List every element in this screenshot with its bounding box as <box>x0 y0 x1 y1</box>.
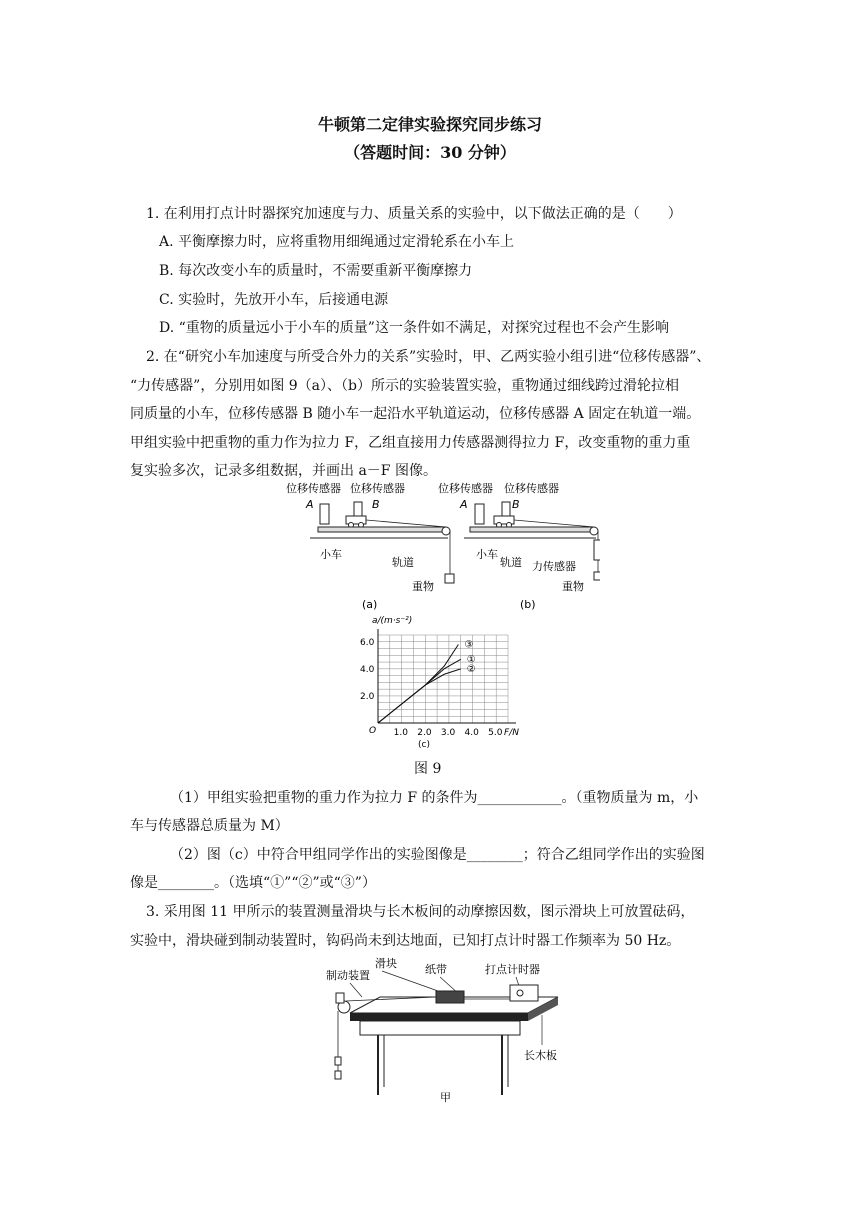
x-tick-label: 3.0 <box>440 728 456 738</box>
sensor-label-a1: 位移传感器 <box>286 482 341 495</box>
page-subtitle: （答题时间：30 分钟） <box>344 143 516 162</box>
x-tick-label: 1.0 <box>393 728 408 738</box>
series-label: ③ <box>464 639 474 651</box>
timer-label: 打点计时器 <box>485 963 540 976</box>
track-label-a: 轨道 <box>392 556 414 569</box>
apparatus-b <box>438 481 600 611</box>
tag-b: (b) <box>520 598 536 611</box>
series-label: ① <box>466 654 476 666</box>
board-label: 长木板 <box>524 1049 557 1062</box>
figure-9-caption: 图 9 <box>414 761 442 777</box>
apparatus-figure <box>280 478 600 613</box>
q1-option-d: D. “重物的质量远小于小车的质量”这一条件如不满足，对探究过程也不会产生影响 <box>159 320 669 336</box>
figure-jia-caption: 甲 <box>440 1091 451 1104</box>
chart-labels <box>360 616 519 750</box>
track-label-b: 轨道 <box>500 556 522 569</box>
weight-a <box>445 574 454 583</box>
table-edge <box>360 1021 520 1035</box>
cart-label-b: 小车 <box>476 548 498 561</box>
label-a-sensor-B: B <box>372 498 380 511</box>
y-tick-label: 2.0 <box>360 691 375 702</box>
chart-grid <box>378 635 508 723</box>
friction-apparatus-figure <box>320 955 570 1105</box>
q1-stem: 1. 在利用打点计时器探究加速度与力、质量关系的实验中，以下做法正确的是（ ） <box>146 206 682 222</box>
q2-sub2-line-2: 像是________。（选填“①”“②”或“③”） <box>130 875 376 891</box>
sensor-label-b1: 位移传感器 <box>438 482 493 495</box>
cart-label-a: 小车 <box>320 548 342 561</box>
chart-axes <box>378 629 516 723</box>
label-b-sensor-B: B <box>512 498 520 511</box>
q3-line-1: 3. 采用图 11 甲所示的装置测量滑块与长木板间的动摩擦因数，图示滑块上可放置砝码， <box>146 904 695 920</box>
q1-option-c: C. 实验时，先放开小车，后接通电源 <box>159 292 389 308</box>
track-a <box>318 527 446 532</box>
q2-line-5: 复实验多次，记录多组数据，并画出 a－F 图像。 <box>130 463 437 479</box>
q1-option-b: B. 每次改变小车的质量时，不需要重新平衡摩擦力 <box>159 263 473 279</box>
hook-weight-2 <box>335 1071 341 1079</box>
q2-sub2-line-1: （2）图（c）中符合甲组同学作出的实验图像是________；符合乙组同学作出的实验图 <box>170 847 705 863</box>
x-axis-label: F/N <box>504 728 519 738</box>
track-b <box>470 527 594 532</box>
hook-weight-1 <box>335 1057 341 1065</box>
chart-series <box>378 644 461 723</box>
q2-sub1-line-2: 车与传感器总质量为 M） <box>130 818 289 834</box>
pulley-a <box>442 527 450 535</box>
page-title: 牛顿第二定律实验探究同步练习 <box>317 115 542 134</box>
x-tick-label: 2.0 <box>417 728 432 738</box>
sensor-label-a2: 位移传感器 <box>350 482 405 495</box>
weight-label-b: 重物 <box>562 580 584 593</box>
sensor-a-box <box>320 504 329 524</box>
label-a-sensor-A: A <box>306 498 314 511</box>
weight-label-a: 重物 <box>412 580 434 593</box>
slider-label: 滑块 <box>375 957 397 970</box>
brake-label: 制动装置 <box>326 969 370 982</box>
long-board-edge <box>350 1013 528 1021</box>
y-tick-label: 6.0 <box>360 637 375 648</box>
weight-b <box>594 572 600 580</box>
x-tick-label: 4.0 <box>464 728 479 738</box>
tag-a: (a) <box>362 598 378 611</box>
q2-line-3: 同质量的小车，位移传感器 B 随小车一起沿水平轨道运动，位移传感器 A 固定在轨道一端。 <box>130 406 701 422</box>
y-tick-label: 4.0 <box>360 664 375 675</box>
slider-block <box>436 991 464 1003</box>
label-b-sensor-A: A <box>460 498 468 511</box>
q2-line-2: “力传感器”，分别用如图 9（a）、（b）所示的实验装置实验，重物通过细线跨过滑轮拉相 <box>130 378 679 394</box>
q3-line-2: 实验中，滑块碰到制动装置时，钩码尚未到达地面，已知打点计时器工作频率为 50 Hz。 <box>130 933 681 949</box>
q2-line-1: 2. 在“研究小车加速度与所受合外力的关系”实验时，甲、乙两实验小组引进“位移传感器”、 <box>146 349 711 365</box>
q1-option-a: A. 平衡摩擦力时，应将重物用细绳通过定滑轮系在小车上 <box>159 234 515 250</box>
pulley-b <box>590 527 598 535</box>
timer-box <box>510 985 538 1001</box>
force-sensor-label: 力传感器 <box>532 560 576 573</box>
q2-sub1-line-1: （1）甲组实验把重物的重力作为拉力 F 的条件为____________。（重物质量为 m，小 <box>170 790 699 806</box>
series-label: ② <box>466 663 476 675</box>
apparatus-a <box>286 481 454 611</box>
tag-c: (c) <box>418 740 430 750</box>
sensor-b-box <box>354 502 362 516</box>
y-axis-label: a/(m·s⁻²) <box>372 616 413 626</box>
force-sensor-box <box>594 540 600 560</box>
a-f-chart <box>330 615 530 750</box>
tape-label: 纸带 <box>425 963 447 976</box>
brake-device <box>336 993 344 1003</box>
x-tick-label: 5.0 <box>488 728 503 738</box>
sensor-label-b2: 位移传感器 <box>504 482 559 495</box>
origin-label: O <box>369 726 377 736</box>
q2-line-4: 甲组实验中把重物的重力作为拉力 F，乙组直接用力传感器测得拉力 F，改变重物的重力重 <box>130 435 691 451</box>
